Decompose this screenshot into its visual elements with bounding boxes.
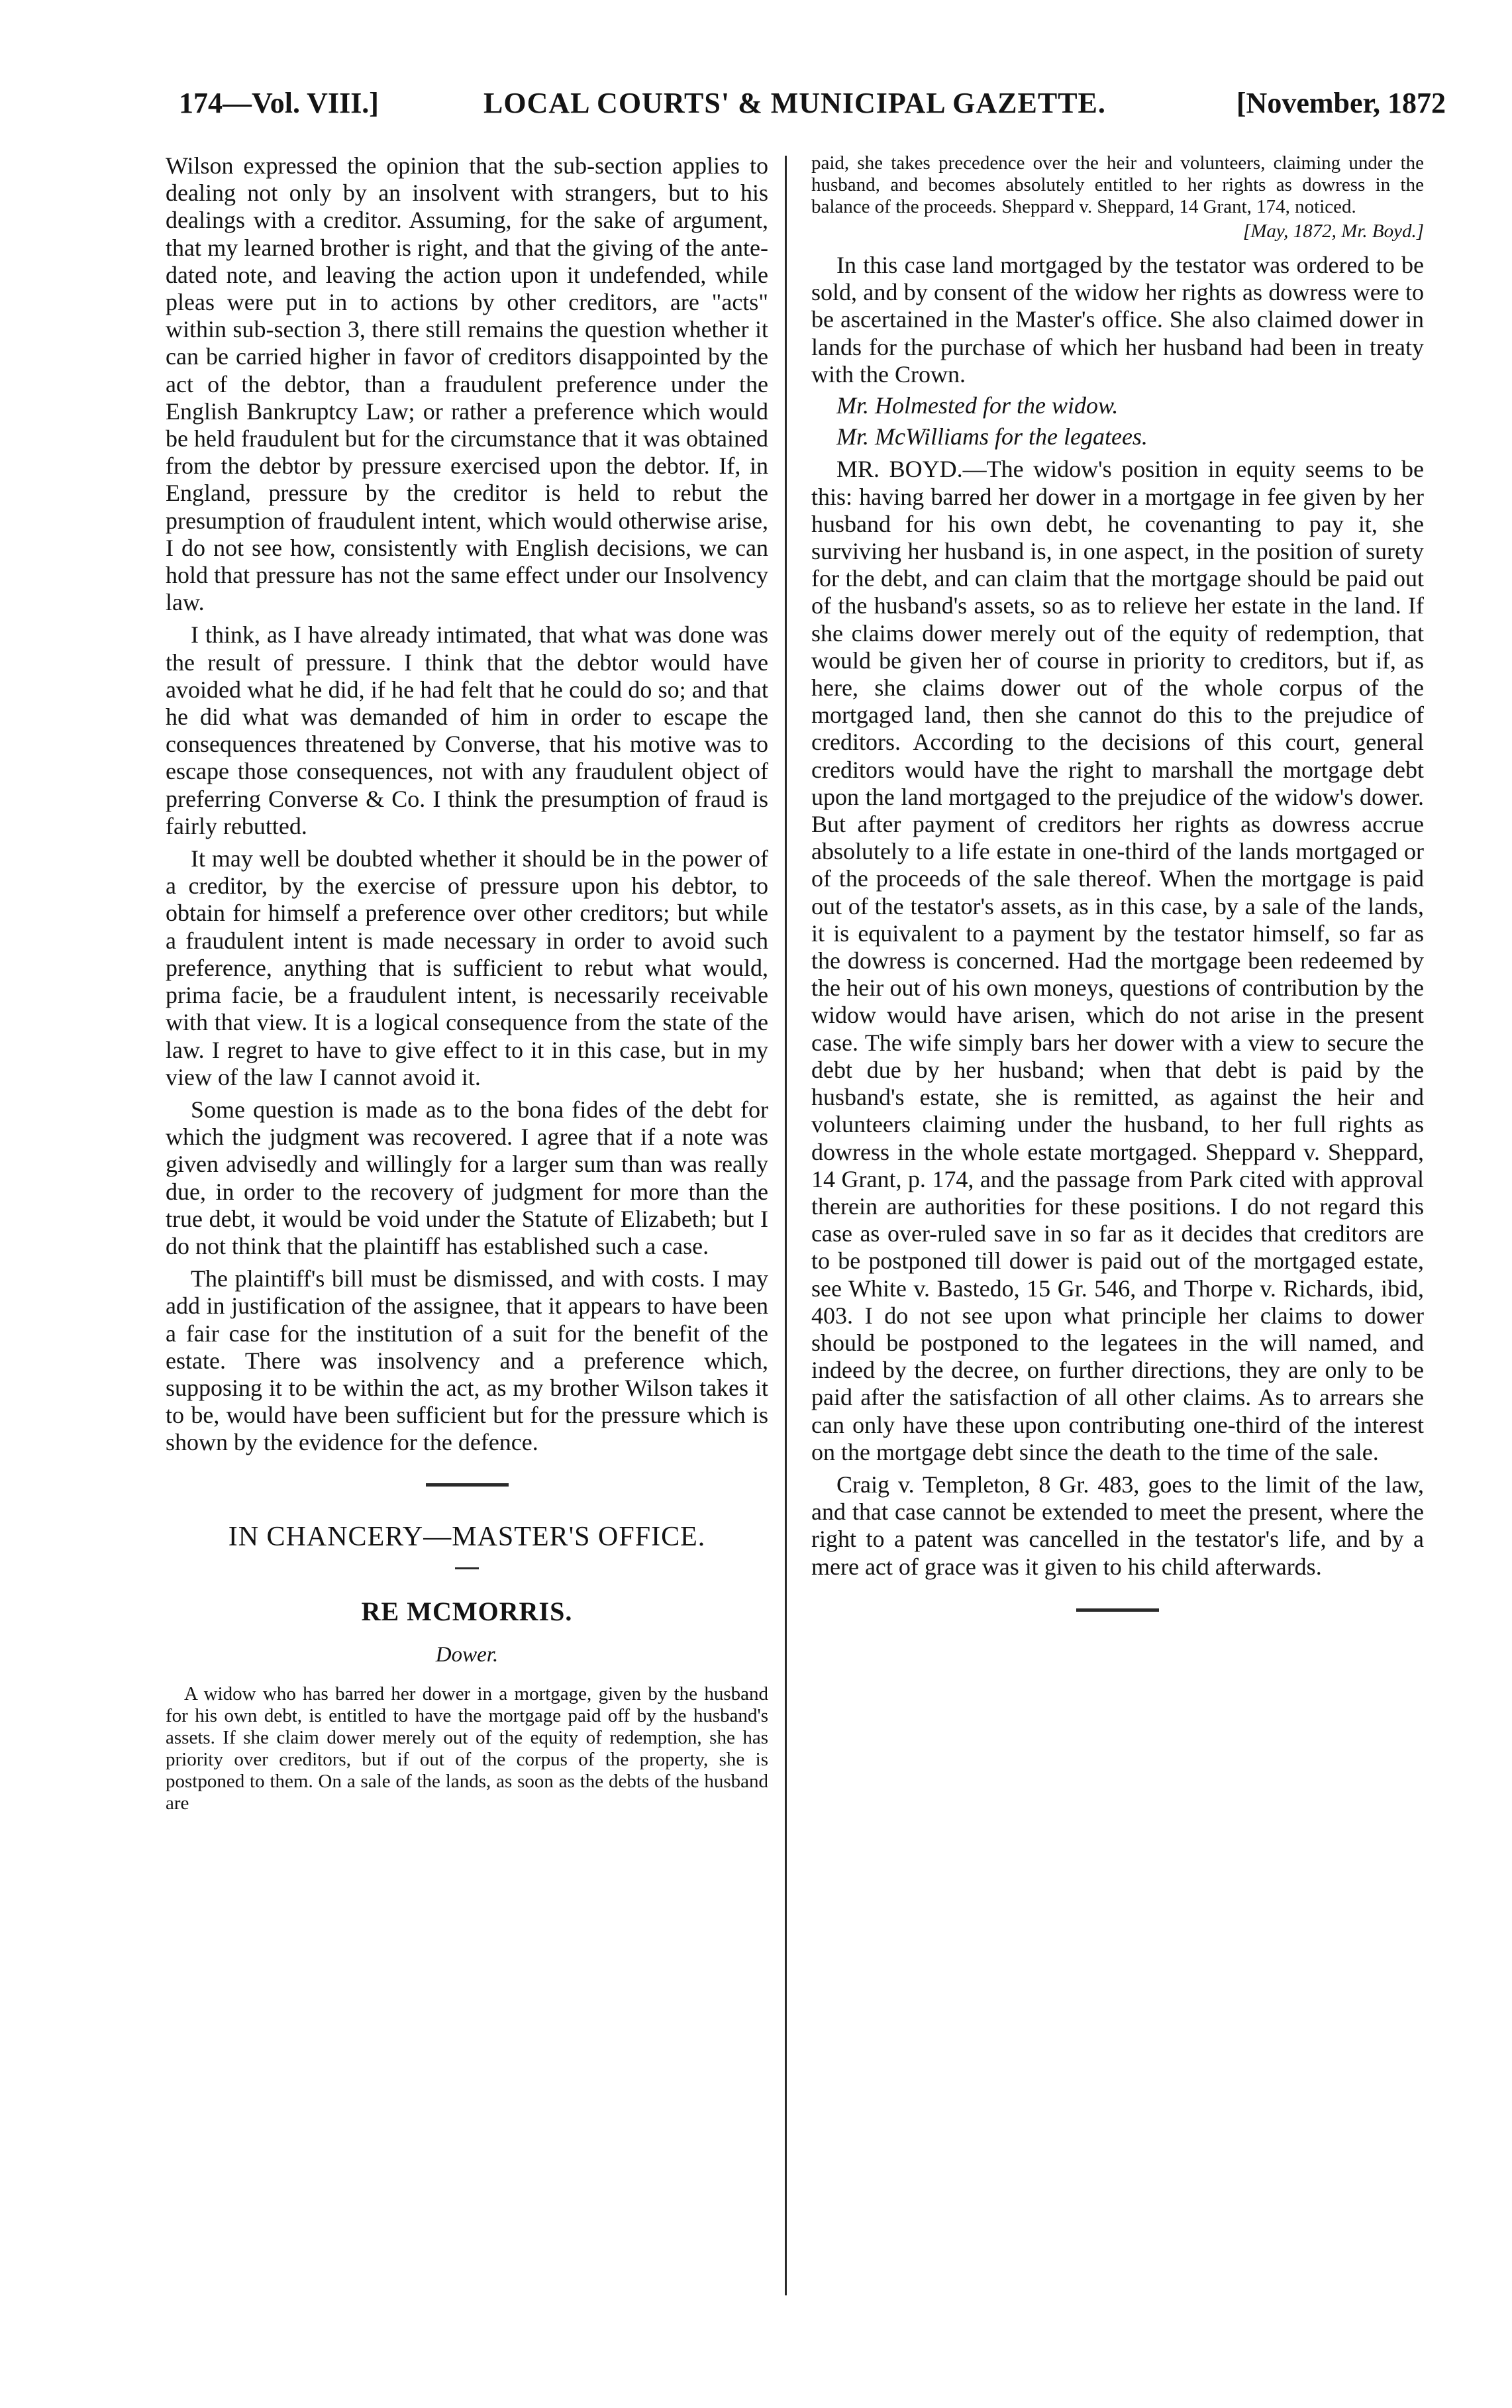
headnote: A widow who has barred her dower in a mortgage, given by the husband for his own debt, is entitled to have the mortgage paid off by the husband's assets. If she claim dower merely out of the equity of redemption, she has priority over creditors, but if out of the corpus of the property, she is postponed to them. On a sale of the lands, as soon as the debts of the husband are	[166, 1683, 768, 1814]
running-header	[179, 86, 1446, 132]
left-column	[166, 152, 768, 1814]
headnote-continued: paid, she takes precedence over the heir and volunteers, claiming under the husband, and becomes absolutely entitled to her rights as dowress in the balance of the proceeds. Sheppard v. Sheppard, 14 Grant, 174, noticed.	[811, 152, 1424, 217]
counsel-line: Mr. Holmested for the widow.	[836, 392, 1119, 419]
right-column	[811, 152, 1424, 1612]
page-volume: 174—Vol. VIII.]	[179, 87, 379, 119]
column-rule	[785, 156, 787, 2295]
headnote-date: [May, 1872, Mr. Boyd.]	[1242, 221, 1424, 242]
case-title: RE MCMORRIS.	[361, 1596, 573, 1626]
paragraph: The plaintiff's bill must be dismissed, and with costs. I may add in justification of the assignee, that it appears to have been a fair case for the institution of a suit for the benefit of the estate. There was insolvency and a preference which, supposing it to be within the act, as my brother Wilson takes it to be, would have been sufficient but for the pressure which is shown by the evidence for the defence.	[166, 1265, 768, 1456]
end-divider	[1076, 1608, 1159, 1612]
publication-title: LOCAL COURTS' & MUNICIPAL GAZETTE.	[483, 87, 1106, 119]
paragraph: MR. BOYD.—The widow's position in equity seems to be this: having barred her dower in a mortgage in fee given by her husband for his own debt, he covenanting to pay it, she surviving her husband is, in one aspect, in the position of surety for the debt, and can claim that the mortgage should be paid out of the husband's assets, so as to relieve her estate in the land. If she claims dower merely out of the equity of redemption, that would be given her of course in priority to creditors, but if, as here, she claims dower out of the whole corpus of the mortgaged land, then she cannot do this to the prejudice of creditors. According to the decisions of this court, general creditors would have the right to marshall the mortgage debt upon the land mortgaged to the prejudice of the widow's dower. But after payment of creditors her rights as dowress accrue absolutely to a life estate in one-third of the lands mortgaged or of the proceeds of the sale thereof. When the mortgage is paid out of the testator's assets, as in this case, by a sale of the lands, it is equivalent to a payment by the testator himself, so far as the dowress is concerned. Had the mortgage been redeemed by the heir out of his own moneys, questions of contribution by the widow would have arisen, which do not arise in the present case. The wife simply bars her dower with a view to secure the debt due by her husband; when that debt is paid by the husband's estate, she is remitted, as against the heir and volunteers claiming under the husband, to her full rights as dowress in the whole estate mortgaged. Sheppard v. Sheppard, 14 Grant, p. 174, and the passage from Park cited with approval therein are authorities for these positions. I do not regard this case as over-ruled save in so far as it decides that creditors are to be postponed till dower is paid out of the mortgaged estate, see White v. Bastedo, 15 Gr. 546, and Thorpe v. Richards, ibid, 403. I do not see upon what principle her claims to dower should be postponed to the legatees in the will named, and indeed by the decree, on further directions, they are only to be paid after the satisfaction of all other claims. As to arrears she can only have these upon contributing one-third of the interest on the mortgage debt since the death to the time of the sale.	[811, 456, 1424, 1465]
paragraph: Craig v. Templeton, 8 Gr. 483, goes to the limit of the law, and that case cannot be extended to meet the present, where the right to a patent was cancelled in the testator's life, and by a mere act of grace was it given to his child afterwards.	[811, 1471, 1424, 1580]
issue-date: [November, 1872	[1236, 87, 1446, 119]
paragraph: In this case land mortgaged by the testator was ordered to be sold, and by consent of the widow her rights as dowress were to be ascertained in the Master's office. She also claimed dower in lands for the purchase of which her husband had been in treaty with the Crown.	[811, 252, 1424, 388]
counsel-line: Mr. McWilliams for the legatees.	[836, 423, 1148, 450]
paragraph: Wilson expressed the opinion that the sub-section applies to dealing not only by an insolvent with strangers, but to his dealings with a creditor. Assuming, for the sake of argument, that my learned brother is right, and that the giving of the ante-dated note, and leaving the action upon it undefended, while pleas were put in to actions by other creditors, are "acts" within sub-section 3, there still remains the question whether it can be carried higher in favor of creditors disappointed by the act of the debtor, than a fraudulent preference under the English Bankruptcy Law; or rather a preference which would be held fraudulent but for the circumstance that it was obtained from the debtor by pressure exercised upon the debtor. If, in England, pressure by the creditor is held to rebut the presumption of fraudulent intent, which would otherwise arise, I do not see how, consistently with English decisions, we can hold that pressure has not the same effect under our Insolvency law.	[166, 152, 768, 616]
paragraph: It may well be doubted whether it should be in the power of a creditor, by the exercise of pressure upon his debtor, to obtain for himself a preference over other creditors; but while a fraudulent intent is made necessary in order to avoid such preference, anything that is sufficient to rebut what would, prima facie, be a fraudulent intent, is necessarily receivable with that view. It is a logical consequence from the state of the law. I regret to have to give effect to it in this case, but in my view of the law I cannot avoid it.	[166, 845, 768, 1090]
paragraph: Some question is made as to the bona fides of the debt for which the judgment was recovered. I agree that if a note was given advisedly and willingly for a larger sum than was really due, in order to the recovery of judgment for more than the true debt, it would be void under the Statute of Elizabeth; but I do not think that the plaintiff has established such a case.	[166, 1096, 768, 1259]
section-heading: IN CHANCERY—MASTER'S OFFICE.	[228, 1521, 706, 1552]
section-divider	[426, 1483, 509, 1487]
heading-dash	[455, 1567, 479, 1569]
case-subject: Dower.	[435, 1642, 499, 1667]
paragraph: I think, as I have already intimated, that what was done was the result of pressure. I think that the debtor would have avoided what he did, if he had felt that he could do so; and that he did what was demanded of him in order to escape the consequences threatened by Converse, that his motive was to escape those consequences, not with any fraudulent object of preferring Converse & Co. I think the presumption of fraud is fairly rebutted.	[166, 621, 768, 839]
